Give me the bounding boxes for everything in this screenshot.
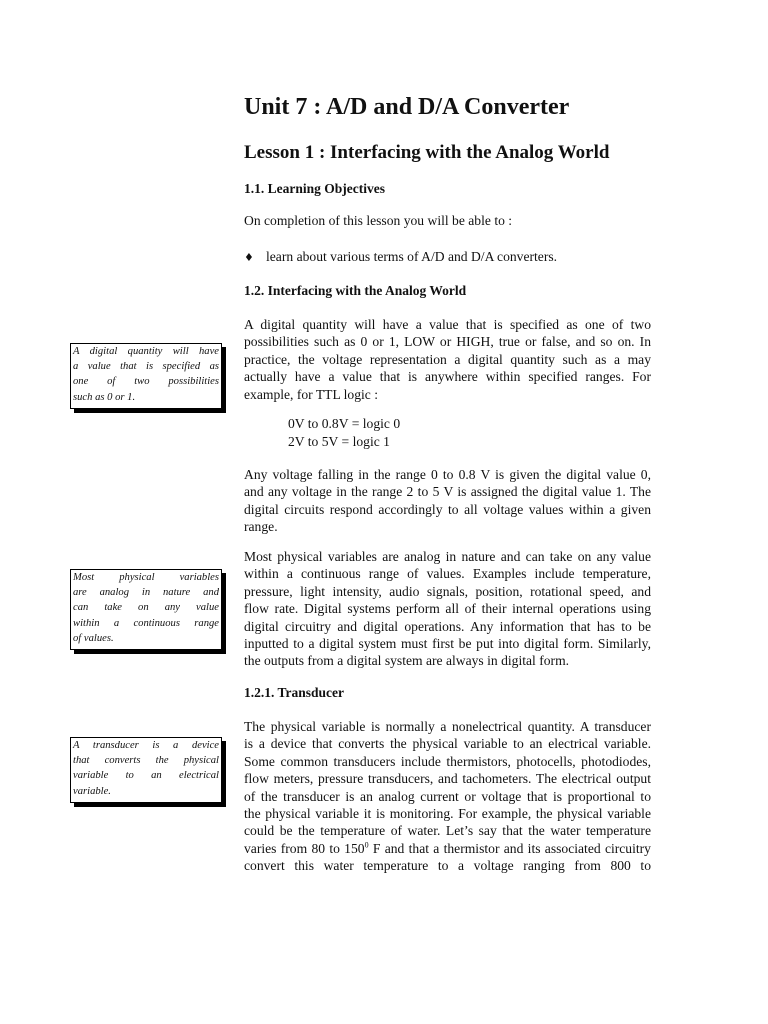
- margin-note-digital-quantity: [70, 343, 222, 409]
- margin-note-line: Most physical variables: [73, 572, 219, 583]
- paragraph-line: digital circuitry and digital operations. Any information that has to be: [244, 618, 651, 634]
- section-heading-transducer: 1.2.1. Transducer: [244, 685, 345, 700]
- lesson-title: Lesson 1 : Interfacing with the Analog World: [244, 142, 610, 163]
- paragraph-line: convert this water temperature to a voltage ranging from 800 to: [244, 858, 651, 874]
- margin-note-line: one of two possibilities: [73, 376, 219, 388]
- objective-bullet-text: learn about various terms of A/D and D/A converters.: [266, 249, 558, 264]
- degree-superscript: 0: [364, 840, 369, 850]
- paragraph-line: is a device that converts the physical variable to an electrical variable.: [244, 736, 651, 752]
- paragraph-transducer: [244, 718, 651, 875]
- section-heading-interfacing: 1.2. Interfacing with the Analog World: [244, 283, 467, 298]
- paragraph-line: practice, the voltage representation a digital quantity such as a may: [244, 351, 651, 367]
- margin-note-line: variable.: [73, 785, 111, 797]
- paragraph-line: digital circuits respond accordingly to all voltage values within a given: [244, 501, 651, 517]
- margin-note-line: A transducer is a device: [73, 740, 219, 751]
- margin-note-physical-variables: [70, 569, 222, 650]
- paragraph-line: the physical variable it is monitoring. For example, the physical variable: [244, 806, 651, 822]
- margin-note-line: that converts the physical: [73, 755, 219, 767]
- margin-note-line: are analog in nature and: [73, 587, 219, 599]
- paragraph-line: pressure, light intensity, audio signals, position, rotational speed, and: [244, 583, 651, 599]
- objective-bullet-item: [244, 249, 557, 265]
- paragraph-line: flow rate. Digital systems perform all of their internal operations using: [244, 601, 651, 617]
- paragraph-line: range.: [244, 519, 278, 535]
- margin-note-line: variable to an electrical: [73, 770, 219, 782]
- paragraph-line: Some common transducers include thermistors, photocells, photodiodes,: [244, 753, 651, 769]
- temperature-line: [244, 840, 651, 857]
- paragraph-line: actually have a value that is anywhere within specified ranges. For: [244, 369, 651, 385]
- paragraph-line: of the transducer is an analog current or voltage that is proportional to: [244, 788, 651, 804]
- temperature-text-before: varies from 80 to 150: [244, 840, 365, 856]
- unit-title: Unit 7 : A/D and D/A Converter: [244, 94, 570, 120]
- paragraph-line: Most physical variables are analog in nature and can take on any value: [244, 549, 651, 564]
- paragraph-line: within a continuous range of values. Examples include temperature,: [244, 566, 651, 582]
- diamond-bullet-icon: ♦: [244, 251, 254, 264]
- logic-level-1: 2V to 5V = logic 1: [288, 434, 390, 449]
- paragraph-physical-variables: [244, 548, 651, 670]
- paragraph-line: could be the temperature of water. Let’s say that the water temperature: [244, 823, 651, 839]
- margin-note-line: A digital quantity will have: [73, 346, 219, 357]
- logic-level-0: 0V to 0.8V = logic 0: [288, 416, 401, 431]
- margin-note-line: such as 0 or 1.: [73, 391, 136, 403]
- margin-note-line: a value that is specified as: [73, 361, 219, 373]
- paragraph-line: The physical variable is normally a nonelectrical quantity. A transducer: [244, 719, 651, 734]
- paragraph-line: Any voltage falling in the range 0 to 0.8 V is given the digital value 0,: [244, 467, 651, 482]
- paragraph-digital-quantity: [244, 316, 651, 403]
- temperature-text-after: F and that a thermistor and its associated circuitry: [368, 840, 651, 856]
- margin-note-line: of values.: [73, 632, 114, 644]
- paragraph-voltage-range: [244, 466, 651, 536]
- paragraph-line: example, for TTL logic :: [244, 386, 379, 402]
- paragraph-line: inputted to a digital system must first be put into digital form. Similarly,: [244, 636, 651, 652]
- objectives-intro: On completion of this lesson you will be able to :: [244, 213, 513, 228]
- paragraph-line: possibilities such as 0 or 1, LOW or HIGH, true or false, and so on. In: [244, 334, 651, 350]
- section-heading-learning-objectives: 1.1. Learning Objectives: [244, 181, 385, 196]
- paragraph-line: flow meters, pressure transducers, and tachometers. The electrical output: [244, 771, 651, 787]
- paragraph-line: the outputs from a digital system are always in digital form.: [244, 653, 570, 669]
- paragraph-line: and any voltage in the range 2 to 5 V is assigned the digital value 1. The: [244, 484, 651, 500]
- margin-note-line: within a continuous range: [73, 617, 219, 629]
- margin-note-line: can take on any value: [73, 602, 219, 614]
- paragraph-line: A digital quantity will have a value that is specified as one of two: [244, 317, 651, 332]
- margin-note-transducer: [70, 737, 222, 803]
